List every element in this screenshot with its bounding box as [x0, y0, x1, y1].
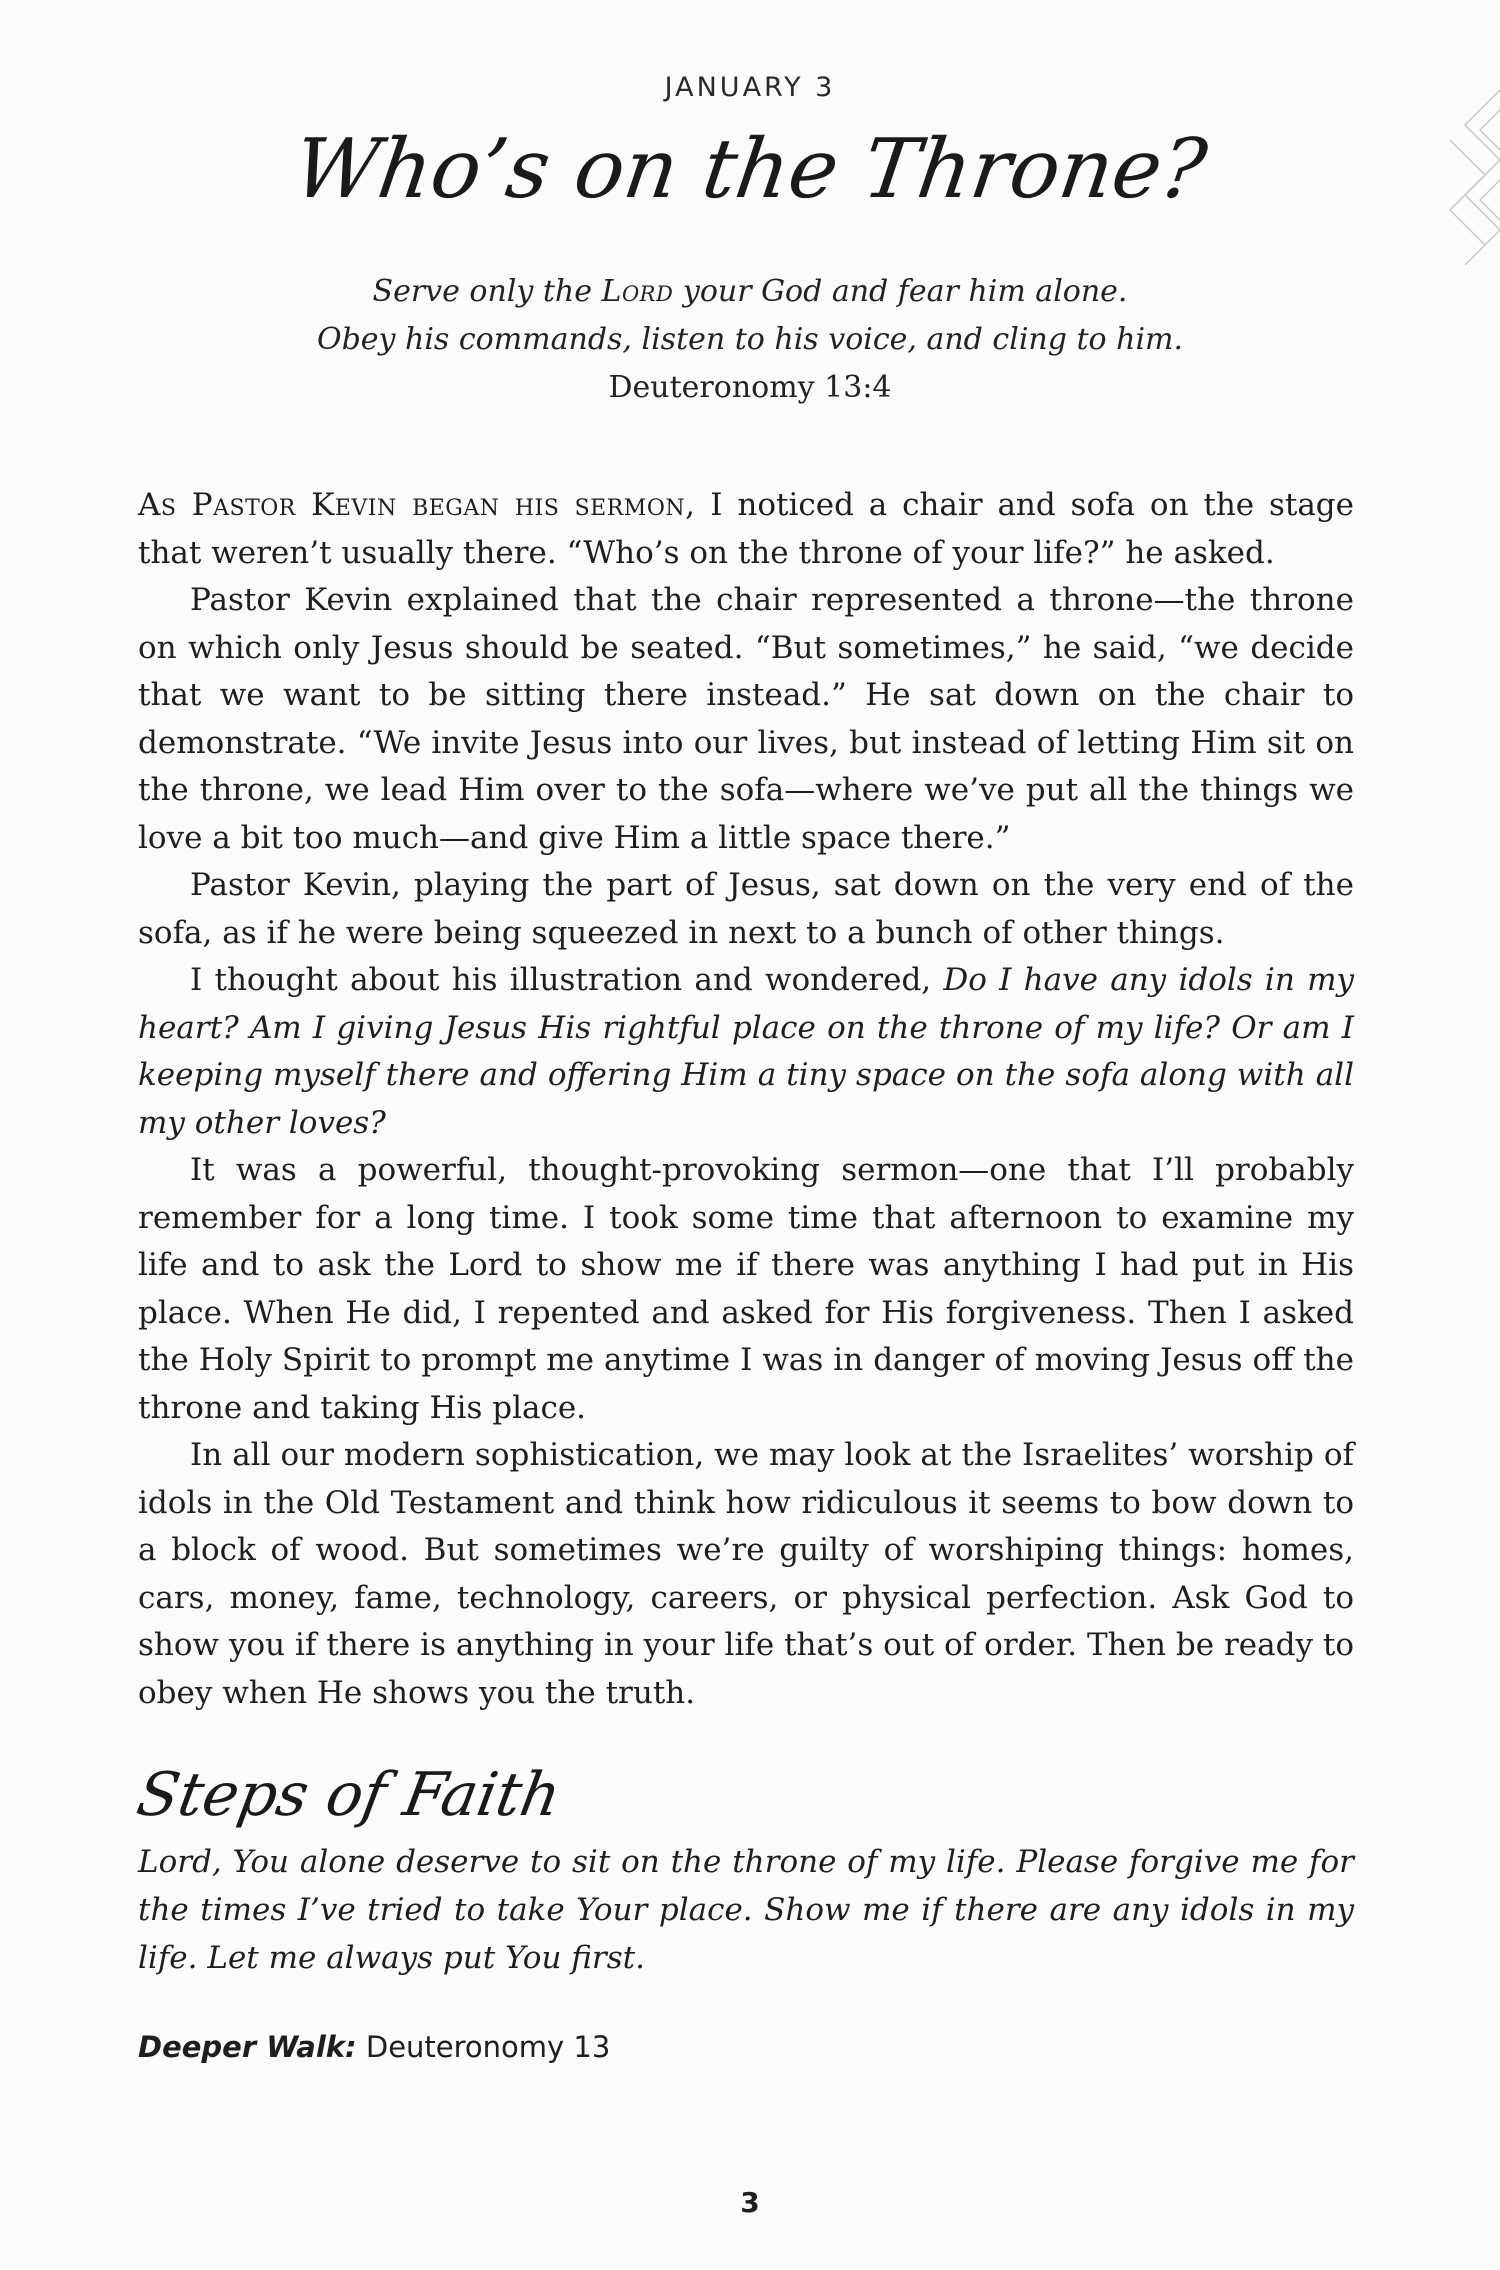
scripture-verse [0, 268, 1500, 412]
opening-small-caps: As Pastor Kevin began his sermon, [138, 487, 696, 523]
inner-thought: Do I have any idols in my heart? Am I giving Jesus His rightful place on the throne of my life? Or am I keeping myself there and offering Him a tiny space on the sofa along with all my other loves? [138, 962, 1354, 1141]
body-paragraph-4: I thought about his illustration and wondered, Do I have any idols in my heart? Am I giving Jesus His rightful place on the throne of my life? Or am I keeping myself there and offering Him a tiny space on the sofa along with all my other loves? [138, 962, 1354, 1141]
verse-line-1: Serve only the Lord your God and fear him alone. [372, 274, 1128, 309]
entry-date: JANUARY 3 [664, 72, 836, 103]
page-number: 3 [740, 2186, 760, 2219]
body-paragraph-3: Pastor Kevin, playing the part of Jesus, sat down on the very end of the sofa, as if he were being squeezed in next to a bunch of other things. [138, 867, 1354, 951]
deeper-walk-label: Deeper Walk: [138, 2030, 357, 2064]
body-paragraph-1: As Pastor Kevin began his sermon, I noticed a chair and sofa on the stage that weren’t usually there. “Who’s on the throne of your life?” he asked. [138, 487, 1354, 571]
lord-small-caps: Lord [601, 274, 674, 309]
deeper-walk [138, 2030, 610, 2064]
verse-line-2: Obey his commands, listen to his voice, and cling to him. [316, 322, 1184, 357]
body-paragraph-5: It was a powerful, thought-provoking sermon—one that I’ll probably remember for a long time. I took some time that afternoon to examine my life and to ask the Lord to show me if there was anything I had put in His place. When He did, I repented and asked for His forgiveness. Then I asked the Holy Spirit to prompt me anytime I was in danger of moving Jesus off the throne and taking His place. [138, 1152, 1354, 1426]
deeper-walk-reference: Deuteronomy 13 [356, 2030, 611, 2064]
body-paragraph-6: In all our modern sophistication, we may look at the Israelites’ worship of idols in the Old Testament and think how ridiculous it seems to bow down to a block of wood. But sometimes we’re guilty of worshiping things: homes, cars, money, fame, technology, careers, or physical perfection. Ask God to show you if there is anything in your life that’s out of order. Then be ready to obey when He shows you the truth. [138, 1437, 1354, 1711]
page-title: Who’s on the Throne? [287, 122, 1213, 217]
prayer-text: Lord, You alone deserve to sit on the throne of my life. Please forgive me for the times I’ve tried to take Your place. Show me if there are any idols in my life. Let me always put You first. [138, 1844, 1354, 1976]
verse-reference: Deuteronomy 13:4 [608, 370, 892, 405]
devotional-body [138, 482, 1354, 1717]
steps-of-faith-heading: Steps of Faith [131, 1760, 566, 1830]
body-paragraph-2: Pastor Kevin explained that the chair represented a throne—the throne on which only Jesus should be seated. “But sometimes,” he said, “we decide that we want to be sitting there instead.” He sat down on the chair to demonstrate. “We invite Jesus into our lives, but instead of letting Him sit on the throne, we lead Him over to the sofa—where we’ve put all the things we love a bit too much—and give Him a little space there.” [138, 582, 1354, 856]
